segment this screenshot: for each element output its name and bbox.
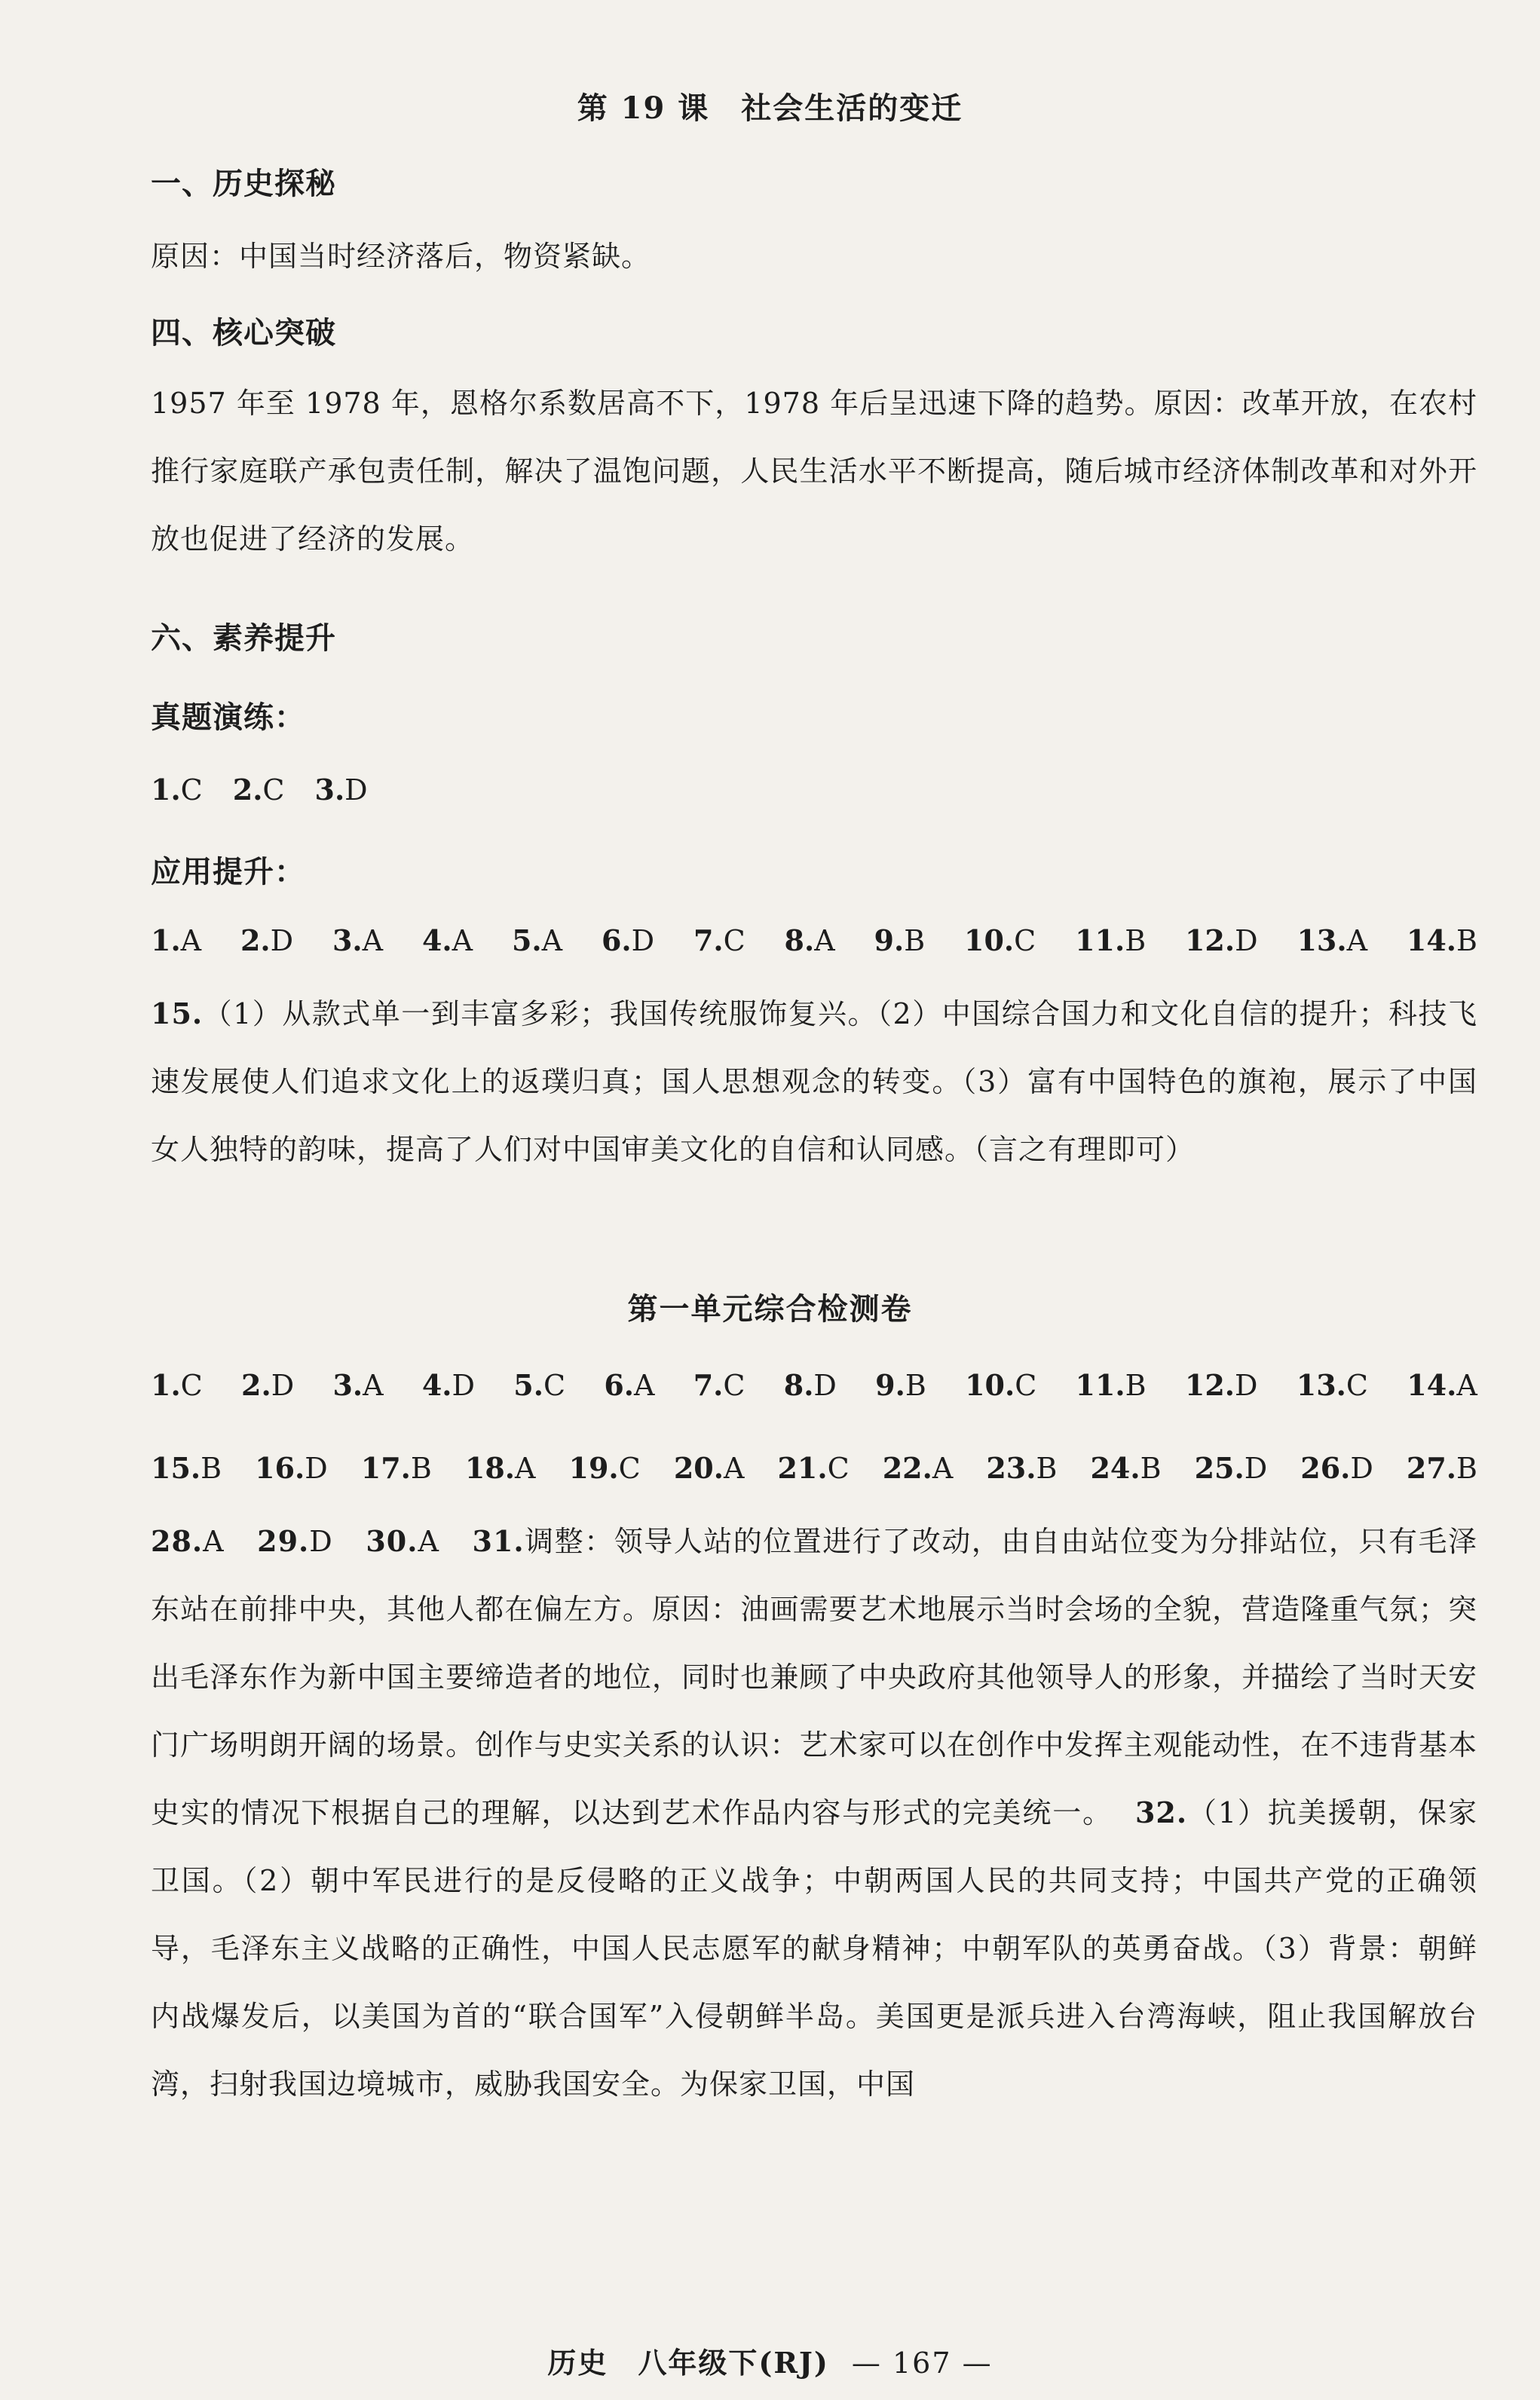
answer-item: 17.B (360, 1451, 432, 1485)
question-31-text: 调整：领导人站的位置进行了改动，由自由站位变为分排站位，只有毛泽东站在前排中央，其他人都在偏左方。原因：油画需要艺术地展示当时会场的全貌，营造隆重气氛；突出毛泽东作为新中国主要缔造者的地位，同时也兼顾了中央政府其他领导人的形象，并描绘了当时天安门广场明朗开阔的场景。创作与史实关系的认识：艺术家可以在创作中发挥主观能动性，在不违背基本史实的情况下根据自己的理解，以达到艺术作品内容与形式的完美统一。 (151, 1525, 1477, 1829)
answer-item: 9.B (875, 1368, 926, 1402)
answer-item: 22.A (882, 1451, 954, 1485)
page-number: — 167 — (851, 2346, 993, 2380)
answer-item: 23.B (986, 1451, 1058, 1485)
answer-item: 6.A (604, 1368, 655, 1402)
answer-item: 27.B (1406, 1451, 1477, 1485)
answer-item: 6.D (601, 923, 655, 957)
answer-item: 21.C (777, 1451, 850, 1485)
answer-item: 18.A (464, 1451, 536, 1485)
answer-item: 20.A (673, 1451, 745, 1485)
answer-item: 3.A (332, 923, 384, 957)
answer-item: 8.D (783, 1368, 837, 1402)
answer-item: 1.C (151, 1368, 203, 1402)
question-number: 32. (1134, 1795, 1188, 1829)
question-number: 15. (151, 996, 204, 1030)
answer-item: 4.D (421, 1368, 475, 1402)
answer-item: 10.C (965, 1368, 1037, 1402)
answer-item: 11.B (1075, 1368, 1147, 1402)
answer-item: 3.A (332, 1368, 384, 1402)
answer-item: 4.A (421, 923, 473, 957)
question-32-text: （1）抗美援朝，保家卫国。（2）朝中军民进行的是反侵略的正义战争；中朝两国人民的共同支持；中国共产党的正确领导，毛泽东主义战略的正确性，中国人民志愿军的献身精神；中朝军队的英勇奋战。（3）背景：朝鲜内战爆发后，以美国为首的“联合国军”入侵朝鲜半岛。美国更是派兵进入台湾海峡，阻止我国解放台湾，扫射我国边境城市，威胁我国安全。为保家卫国，中国 (151, 1796, 1477, 2101)
section-1-text: 原因：中国当时经济落后，物资紧缺。 (151, 240, 651, 273)
answer-item: 26.D (1300, 1451, 1373, 1485)
answer-item: 3.D (314, 773, 368, 807)
unit-answers-row-1 (151, 1368, 1477, 1402)
answer-item: 16.D (255, 1451, 328, 1485)
yingyong-label: 应用提升： (151, 854, 305, 889)
footer-subject: 历史 八年级下(RJ) (547, 2346, 829, 2380)
section-heading-4: 四、核心突破 (151, 315, 336, 351)
answer-item: 7.C (693, 1368, 746, 1402)
question-15 (151, 980, 1477, 1183)
answer-item: 5.C (513, 1368, 566, 1402)
answer-item: 13.A (1297, 923, 1368, 957)
page-footer (0, 2340, 1540, 2381)
answer-item: 8.A (784, 923, 835, 957)
answer-item: 12.D (1184, 923, 1258, 957)
answer-item: 1.A (151, 923, 202, 957)
yingyong-answers (151, 923, 1477, 957)
unit-test-title: 第一单元综合检测卷 (627, 1291, 913, 1327)
answer-item: 2.C (232, 773, 285, 807)
answer-item: 7.C (693, 923, 746, 957)
section-heading-1: 一、历史探秘 (151, 166, 336, 201)
answer-item: 10.C (964, 923, 1036, 957)
answer-item: 12.D (1184, 1368, 1258, 1402)
answer-item: 14.B (1406, 923, 1477, 957)
answer-item: 9.B (874, 923, 926, 957)
answer-item: 1.C (151, 773, 203, 807)
question-15-text: （1）从款式单一到丰富多彩；我国传统服饰复兴。（2）中国综合国力和文化自信的提升；科技飞速发展使人们追求文化上的返璞归真；国人思想观念的转变。（3）富有中国特色的旗袍，展示了中国女人独特的韵味，提高了人们对中国审美文化的自信和认同感。（言之有理即可） (151, 997, 1477, 1166)
answer-item: 25.D (1194, 1451, 1268, 1485)
answer-item: 13.C (1296, 1368, 1368, 1402)
question-number: 31. (472, 1524, 525, 1558)
answer-item: 24.B (1090, 1451, 1162, 1485)
lesson-title: 第 19 课 社会生活的变迁 (577, 90, 963, 126)
answer-item: 5.A (511, 923, 563, 957)
answer-item: 19.C (568, 1451, 641, 1485)
zhenti-answers (151, 773, 1477, 807)
unit-answers-row-2 (151, 1451, 1477, 1485)
section-heading-6: 六、素养提升 (151, 620, 336, 656)
answer-item: 2.D (241, 1368, 295, 1402)
answer-item: 14.A (1407, 1368, 1477, 1402)
section-4-text: 1957 年至 1978 年，恩格尔系数居高不下，1978 年后呈迅速下降的趋势。原因：改革开放，在农村推行家庭联产承包责任制，解决了温饱问题，人民生活水平不断提高，随后城市经济体制改革和对外开放也促进了经济的发展。 (151, 387, 1477, 556)
question-28-31: 28.A 29.D 30.A 31.调整：领导人站的位置进行了改动，由自由站位变为分排站位，只有毛泽东站在前排中央，其他人都在偏左方。原因：油画需要艺术地展示当时会场的全貌，营造隆重气氛；突出毛泽东作为新中国主要缔造者的地位，同时也兼顾了中央政府其他领导人的形象，并描绘了当时天安门广场明朗开阔的场景。创作与史实关系的认识：艺术家可以在创作中发挥主观能动性，在不违背基本史实的情况下根据自己的理解，以达到艺术作品内容与形式的完美统一。 32.（1）抗美援朝，保家卫国。（2）朝中军民进行的是反侵略的正义战争；中朝两国人民的共同支持；中国共产党的正确领导，毛泽东主义战略的正确性，中国人民志愿军的献身精神；中朝军队的英勇奋战。（3）背景：朝鲜内战爆发后，以美国为首的“联合国军”入侵朝鲜半岛。美国更是派兵进入台湾海峡，阻止我国解放台湾，扫射我国边境城市，威胁我国安全。为保家卫国，中国 (151, 1524, 1477, 2101)
answer-item: 15.B (151, 1451, 222, 1485)
answer-item: 11.B (1075, 923, 1147, 957)
answer-item: 2.D (240, 923, 294, 957)
zhenti-label: 真题演练： (151, 699, 305, 735)
